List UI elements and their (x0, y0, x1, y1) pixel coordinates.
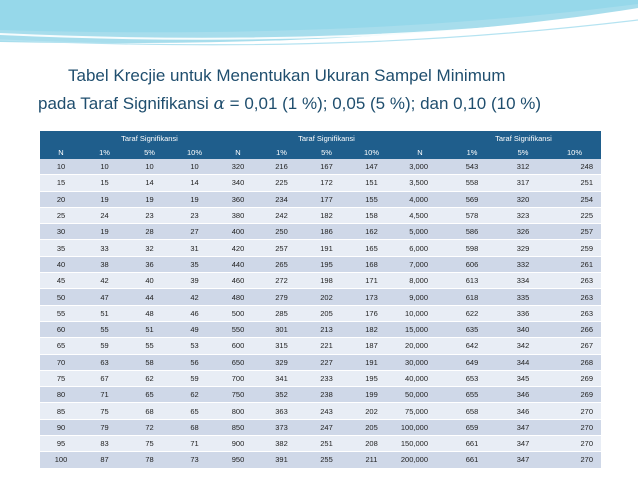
cell-p1-3: 578 (446, 207, 498, 223)
cell-n-2: 480 (217, 289, 259, 305)
cell-p10-2: 211 (349, 452, 394, 468)
table-row (40, 175, 601, 191)
group-header-3: Taraf Signifikansi (446, 131, 601, 145)
cell-p5-3: 323 (498, 207, 548, 223)
cell-p10-1: 31 (172, 240, 217, 256)
cell-p1-1: 19 (82, 224, 127, 240)
table-row (40, 224, 601, 240)
table-row (40, 256, 601, 272)
cell-p1-3: 543 (446, 159, 498, 175)
cell-p10-2: 147 (349, 159, 394, 175)
cell-p10-2: 202 (349, 403, 394, 419)
cell-p5-2: 172 (304, 175, 349, 191)
cell-p5-2: 243 (304, 403, 349, 419)
cell-p10-2: 195 (349, 370, 394, 386)
group-header-row (40, 131, 601, 145)
cell-p10-1: 65 (172, 403, 217, 419)
cell-p5-1: 62 (127, 370, 172, 386)
cell-n-1: 85 (40, 403, 82, 419)
cell-p1-1: 42 (82, 273, 127, 289)
cell-p5-1: 68 (127, 403, 172, 419)
cell-p5-2: 255 (304, 452, 349, 468)
cell-p5-3: 345 (498, 370, 548, 386)
table-row (40, 354, 601, 370)
cell-p10-1: 39 (172, 273, 217, 289)
cell-n-2: 360 (217, 191, 259, 207)
table-row (40, 436, 601, 452)
cell-p1-3: 653 (446, 370, 498, 386)
cell-p10-3: 270 (548, 436, 601, 452)
cell-p10-1: 42 (172, 289, 217, 305)
cell-n-2: 850 (217, 419, 259, 435)
cell-p10-2: 182 (349, 321, 394, 337)
cell-p1-1: 24 (82, 207, 127, 223)
cell-n-1: 95 (40, 436, 82, 452)
cell-p10-2: 176 (349, 305, 394, 321)
cell-p5-2: 251 (304, 436, 349, 452)
cell-p5-1: 75 (127, 436, 172, 452)
table-row (40, 207, 601, 223)
cell-p10-3: 268 (548, 354, 601, 370)
cell-p5-2: 202 (304, 289, 349, 305)
cell-p10-2: 171 (349, 273, 394, 289)
cell-p10-3: 263 (548, 305, 601, 321)
cell-p10-1: 68 (172, 419, 217, 435)
cell-p5-3: 334 (498, 273, 548, 289)
cell-n-3: 5,000 (394, 224, 446, 240)
table-row (40, 321, 601, 337)
table-row (40, 419, 601, 435)
cell-p1-1: 51 (82, 305, 127, 321)
cell-p1-3: 661 (446, 436, 498, 452)
cell-n-3: 9,000 (394, 289, 446, 305)
cell-p10-3: 270 (548, 403, 601, 419)
cell-p5-2: 195 (304, 256, 349, 272)
cell-n-1: 55 (40, 305, 82, 321)
cell-p1-2: 301 (259, 321, 304, 337)
cell-n-1: 100 (40, 452, 82, 468)
cell-p1-2: 250 (259, 224, 304, 240)
cell-n-2: 550 (217, 321, 259, 337)
cell-p10-1: 23 (172, 207, 217, 223)
header-5pct: 5% (498, 145, 548, 159)
cell-p10-2: 165 (349, 240, 394, 256)
cell-p5-3: 347 (498, 452, 548, 468)
table-row (40, 273, 601, 289)
cell-p10-3: 269 (548, 370, 601, 386)
cell-p1-1: 47 (82, 289, 127, 305)
cell-p10-1: 14 (172, 175, 217, 191)
header-1pct: 1% (259, 145, 304, 159)
cell-p5-1: 10 (127, 159, 172, 175)
cell-p5-2: 238 (304, 387, 349, 403)
cell-n-2: 420 (217, 240, 259, 256)
cell-p10-3: 267 (548, 338, 601, 354)
cell-p5-1: 23 (127, 207, 172, 223)
cell-n-2: 320 (217, 159, 259, 175)
cell-p1-1: 59 (82, 338, 127, 354)
cell-p10-2: 205 (349, 419, 394, 435)
cell-p5-1: 19 (127, 191, 172, 207)
cell-p10-1: 56 (172, 354, 217, 370)
cell-n-1: 90 (40, 419, 82, 435)
cell-p10-1: 10 (172, 159, 217, 175)
cell-p1-3: 655 (446, 387, 498, 403)
cell-p5-3: 320 (498, 191, 548, 207)
cell-p10-3: 257 (548, 224, 601, 240)
cell-p1-1: 38 (82, 256, 127, 272)
cell-n-3: 8,000 (394, 273, 446, 289)
cell-n-3: 3,500 (394, 175, 446, 191)
cell-p5-2: 227 (304, 354, 349, 370)
cell-p5-2: 247 (304, 419, 349, 435)
group-header-2: Taraf Signifikansi (259, 131, 394, 145)
cell-n-1: 35 (40, 240, 82, 256)
cell-p1-3: 569 (446, 191, 498, 207)
cell-n-3: 30,000 (394, 354, 446, 370)
cell-p1-2: 225 (259, 175, 304, 191)
cell-p5-3: 312 (498, 159, 548, 175)
cell-p10-1: 59 (172, 370, 217, 386)
cell-n-2: 900 (217, 436, 259, 452)
cell-p5-1: 32 (127, 240, 172, 256)
cell-p1-1: 67 (82, 370, 127, 386)
cell-p5-2: 177 (304, 191, 349, 207)
cell-n-1: 45 (40, 273, 82, 289)
cell-p10-3: 263 (548, 273, 601, 289)
cell-p1-2: 341 (259, 370, 304, 386)
cell-p1-3: 598 (446, 240, 498, 256)
cell-p1-1: 15 (82, 175, 127, 191)
cell-p5-1: 40 (127, 273, 172, 289)
cell-p5-3: 342 (498, 338, 548, 354)
cell-p10-1: 19 (172, 191, 217, 207)
cell-n-1: 70 (40, 354, 82, 370)
cell-p5-1: 44 (127, 289, 172, 305)
cell-p10-2: 199 (349, 387, 394, 403)
cell-p1-3: 649 (446, 354, 498, 370)
cell-p10-1: 35 (172, 256, 217, 272)
table-row (40, 387, 601, 403)
cell-p5-2: 191 (304, 240, 349, 256)
cell-p10-3: 248 (548, 159, 601, 175)
cell-p1-3: 618 (446, 289, 498, 305)
cell-p10-3: 251 (548, 175, 601, 191)
header-5pct: 5% (304, 145, 349, 159)
cell-p1-2: 315 (259, 338, 304, 354)
cell-n-1: 75 (40, 370, 82, 386)
cell-p1-2: 272 (259, 273, 304, 289)
cell-p1-2: 216 (259, 159, 304, 175)
cell-p10-3: 263 (548, 289, 601, 305)
cell-p1-2: 329 (259, 354, 304, 370)
cell-n-1: 50 (40, 289, 82, 305)
cell-p5-3: 347 (498, 419, 548, 435)
cell-n-3: 50,000 (394, 387, 446, 403)
cell-p1-3: 622 (446, 305, 498, 321)
cell-n-3: 40,000 (394, 370, 446, 386)
cell-p5-1: 28 (127, 224, 172, 240)
cell-p1-1: 79 (82, 419, 127, 435)
cell-n-2: 950 (217, 452, 259, 468)
title-line-2-prefix: pada Taraf Signifikansi (38, 94, 214, 113)
table-row (40, 159, 601, 175)
cell-n-1: 20 (40, 191, 82, 207)
cell-p1-2: 265 (259, 256, 304, 272)
cell-n-3: 4,500 (394, 207, 446, 223)
cell-p5-2: 221 (304, 338, 349, 354)
cell-p5-1: 58 (127, 354, 172, 370)
cell-p1-2: 363 (259, 403, 304, 419)
cell-p10-2: 187 (349, 338, 394, 354)
cell-n-2: 400 (217, 224, 259, 240)
cell-p10-3: 269 (548, 387, 601, 403)
cell-p5-3: 347 (498, 436, 548, 452)
cell-p1-1: 83 (82, 436, 127, 452)
cell-n-3: 75,000 (394, 403, 446, 419)
cell-p1-2: 382 (259, 436, 304, 452)
cell-p10-1: 46 (172, 305, 217, 321)
cell-n-2: 750 (217, 387, 259, 403)
header-10pct: 10% (349, 145, 394, 159)
table-row (40, 191, 601, 207)
header-blank (217, 131, 259, 145)
cell-p1-2: 352 (259, 387, 304, 403)
header-blank (394, 131, 446, 145)
cell-p1-1: 75 (82, 403, 127, 419)
cell-p1-2: 257 (259, 240, 304, 256)
cell-p10-2: 162 (349, 224, 394, 240)
cell-p10-2: 155 (349, 191, 394, 207)
header-10pct: 10% (172, 145, 217, 159)
cell-p1-3: 635 (446, 321, 498, 337)
cell-n-3: 15,000 (394, 321, 446, 337)
cell-n-3: 7,000 (394, 256, 446, 272)
cell-p1-2: 285 (259, 305, 304, 321)
cell-p10-1: 71 (172, 436, 217, 452)
table-row (40, 452, 601, 468)
cell-p1-3: 558 (446, 175, 498, 191)
cell-p5-3: 336 (498, 305, 548, 321)
cell-n-1: 80 (40, 387, 82, 403)
cell-p1-3: 613 (446, 273, 498, 289)
cell-n-3: 20,000 (394, 338, 446, 354)
cell-n-2: 800 (217, 403, 259, 419)
cell-p10-3: 270 (548, 419, 601, 435)
cell-p5-2: 182 (304, 207, 349, 223)
cell-p1-1: 71 (82, 387, 127, 403)
cell-n-1: 40 (40, 256, 82, 272)
cell-n-2: 600 (217, 338, 259, 354)
cell-p1-3: 661 (446, 452, 498, 468)
cell-p5-3: 317 (498, 175, 548, 191)
cell-p1-2: 234 (259, 191, 304, 207)
cell-p10-3: 225 (548, 207, 601, 223)
krejcie-sample-table (40, 131, 601, 469)
alpha-symbol: α (213, 94, 225, 114)
cell-n-2: 440 (217, 256, 259, 272)
cell-p1-1: 19 (82, 191, 127, 207)
cell-n-3: 3,000 (394, 159, 446, 175)
title-line-2-suffix: = 0,01 (1 %); 0,05 (5 %); dan 0,10 (10 %) (224, 94, 542, 113)
cell-p1-2: 391 (259, 452, 304, 468)
cell-p5-2: 167 (304, 159, 349, 175)
cell-n-1: 10 (40, 159, 82, 175)
cell-p10-3: 266 (548, 321, 601, 337)
cell-p5-3: 346 (498, 387, 548, 403)
cell-p5-1: 65 (127, 387, 172, 403)
cell-p1-3: 659 (446, 419, 498, 435)
slide-title (0, 62, 638, 118)
cell-p5-1: 55 (127, 338, 172, 354)
title-line-2 (0, 90, 638, 118)
cell-p1-2: 279 (259, 289, 304, 305)
column-header-row (40, 145, 601, 159)
cell-p10-2: 173 (349, 289, 394, 305)
cell-p1-1: 63 (82, 354, 127, 370)
cell-p5-3: 344 (498, 354, 548, 370)
cell-n-3: 10,000 (394, 305, 446, 321)
cell-p1-1: 87 (82, 452, 127, 468)
cell-p1-1: 33 (82, 240, 127, 256)
cell-p1-2: 242 (259, 207, 304, 223)
cell-p5-3: 332 (498, 256, 548, 272)
cell-n-1: 15 (40, 175, 82, 191)
cell-p10-3: 254 (548, 191, 601, 207)
cell-p5-1: 72 (127, 419, 172, 435)
header-1pct: 1% (82, 145, 127, 159)
cell-n-2: 500 (217, 305, 259, 321)
table-row (40, 240, 601, 256)
header-n: N (40, 145, 82, 159)
cell-n-1: 65 (40, 338, 82, 354)
table-row (40, 305, 601, 321)
header-blank (40, 131, 82, 145)
cell-p10-3: 270 (548, 452, 601, 468)
table-row (40, 338, 601, 354)
cell-n-3: 4,000 (394, 191, 446, 207)
cell-p10-3: 259 (548, 240, 601, 256)
cell-n-3: 200,000 (394, 452, 446, 468)
cell-p1-3: 642 (446, 338, 498, 354)
cell-p5-2: 233 (304, 370, 349, 386)
cell-p5-1: 48 (127, 305, 172, 321)
cell-n-2: 700 (217, 370, 259, 386)
cell-p1-1: 55 (82, 321, 127, 337)
cell-p5-3: 346 (498, 403, 548, 419)
cell-n-2: 380 (217, 207, 259, 223)
cell-p1-3: 586 (446, 224, 498, 240)
cell-p1-1: 10 (82, 159, 127, 175)
cell-p5-2: 205 (304, 305, 349, 321)
cell-p5-1: 51 (127, 321, 172, 337)
cell-p5-2: 213 (304, 321, 349, 337)
cell-n-1: 60 (40, 321, 82, 337)
cell-p1-3: 606 (446, 256, 498, 272)
cell-p5-1: 36 (127, 256, 172, 272)
table-row (40, 403, 601, 419)
title-line-1: Tabel Krecjie untuk Menentukan Ukuran Sampel Minimum (68, 66, 506, 85)
cell-n-3: 100,000 (394, 419, 446, 435)
cell-p5-2: 186 (304, 224, 349, 240)
header-1pct: 1% (446, 145, 498, 159)
cell-n-2: 650 (217, 354, 259, 370)
header-n: N (217, 145, 259, 159)
cell-n-2: 340 (217, 175, 259, 191)
cell-p10-1: 53 (172, 338, 217, 354)
cell-p1-3: 658 (446, 403, 498, 419)
cell-n-3: 150,000 (394, 436, 446, 452)
cell-p5-2: 198 (304, 273, 349, 289)
cell-p10-2: 191 (349, 354, 394, 370)
header-n: N (394, 145, 446, 159)
cell-p10-1: 62 (172, 387, 217, 403)
cell-p5-1: 14 (127, 175, 172, 191)
cell-p5-3: 340 (498, 321, 548, 337)
cell-p10-3: 261 (548, 256, 601, 272)
table-row (40, 370, 601, 386)
cell-p10-1: 27 (172, 224, 217, 240)
table-row (40, 289, 601, 305)
cell-p5-3: 335 (498, 289, 548, 305)
cell-p1-2: 373 (259, 419, 304, 435)
group-header-1: Taraf Signifikansi (82, 131, 217, 145)
header-5pct: 5% (127, 145, 172, 159)
cell-p10-1: 73 (172, 452, 217, 468)
cell-n-1: 30 (40, 224, 82, 240)
cell-p5-3: 329 (498, 240, 548, 256)
cell-n-1: 25 (40, 207, 82, 223)
cell-p10-2: 158 (349, 207, 394, 223)
header-10pct: 10% (548, 145, 601, 159)
cell-n-3: 6,000 (394, 240, 446, 256)
cell-p5-1: 78 (127, 452, 172, 468)
cell-p10-2: 151 (349, 175, 394, 191)
cell-p5-3: 326 (498, 224, 548, 240)
decorative-swoosh (0, 0, 638, 60)
cell-p10-2: 168 (349, 256, 394, 272)
cell-p10-2: 208 (349, 436, 394, 452)
cell-p10-1: 49 (172, 321, 217, 337)
cell-n-2: 460 (217, 273, 259, 289)
